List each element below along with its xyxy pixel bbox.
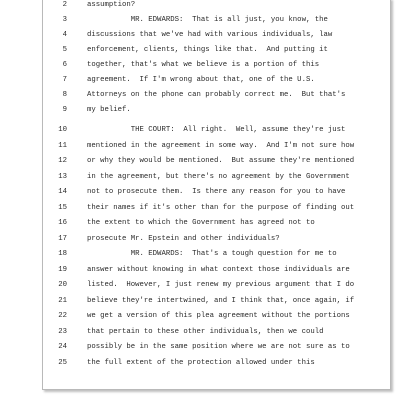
transcript-line (43, 123, 390, 138)
line-number: 5 (62, 46, 67, 54)
line-number: 12 (58, 157, 67, 165)
line-text: agreement. If I'm wrong about that, one of the U.S. (87, 76, 315, 84)
line-text: enforcement, clients, things like that. And putting it (87, 46, 328, 54)
line-number: 18 (58, 250, 67, 258)
line-text: the full extent of the protection allowed under this (87, 359, 315, 367)
line-text: THE COURT: All right. Well, assume they're just (87, 126, 346, 134)
transcript-line (43, 73, 390, 88)
transcript-page (42, 0, 391, 390)
transcript-line (43, 103, 390, 118)
line-text: discussions that we've had with various individuals, law (87, 31, 333, 39)
line-number: 11 (58, 142, 67, 150)
transcript-line (43, 309, 390, 324)
line-number: 24 (58, 343, 67, 351)
transcript-line (43, 170, 390, 185)
line-text: the extent to which the Government has agreed not to (87, 219, 315, 227)
transcript-line (43, 154, 390, 169)
line-number: 15 (58, 204, 67, 212)
line-number: 25 (58, 359, 67, 367)
line-text: mentioned in the agreement in some way. And I'm not sure how (87, 142, 355, 150)
line-number: 23 (58, 328, 67, 336)
transcript-line (43, 88, 390, 103)
transcript-line (43, 278, 390, 293)
line-text: prosecute Mr. Epstein and other individuals? (87, 235, 280, 243)
line-text: my belief. (87, 106, 131, 114)
line-text: assumption? (87, 1, 136, 9)
transcript-line (43, 201, 390, 216)
line-text: together, that's what we believe is a portion of this (87, 61, 320, 69)
line-text: in the agreement, but there's no agreement by the Government (87, 173, 350, 181)
transcript-line (43, 58, 390, 73)
line-text: that pertain to these other individuals, then we could (87, 328, 324, 336)
transcript-line (43, 263, 390, 278)
line-number: 20 (58, 281, 67, 289)
line-number: 9 (62, 106, 67, 114)
transcript-line (43, 185, 390, 200)
line-text: we get a version of this plea agreement without the portions (87, 312, 350, 320)
transcript-line (43, 13, 390, 28)
line-text: their names if it's other than for the purpose of finding out (87, 204, 355, 212)
line-number: 17 (58, 235, 67, 243)
line-number: 13 (58, 173, 67, 181)
line-number: 6 (62, 61, 67, 69)
line-number: 4 (62, 31, 67, 39)
transcript-line (43, 340, 390, 355)
transcript-line (43, 43, 390, 58)
transcript-line (43, 216, 390, 231)
line-number: 10 (58, 126, 67, 134)
line-text: not to prosecute them. Is there any reason for you to have (87, 188, 346, 196)
transcript-line (43, 247, 390, 262)
line-text: believe they're intertwined, and I think that, once again, if (87, 297, 355, 305)
transcript-line (43, 232, 390, 247)
line-text: listed. However, I just renew my previous argument that I do (87, 281, 355, 289)
line-number: 7 (62, 76, 67, 84)
line-text: or why they would be mentioned. But assume they're mentioned (87, 157, 355, 165)
transcript-line (43, 28, 390, 43)
line-number: 21 (58, 297, 67, 305)
line-number: 14 (58, 188, 67, 196)
line-number: 3 (62, 16, 67, 24)
line-number: 22 (58, 312, 67, 320)
line-number: 16 (58, 219, 67, 227)
line-text: possibly be in the same position where we are not sure as to (87, 343, 350, 351)
line-number: 19 (58, 266, 67, 274)
transcript-line (43, 0, 390, 13)
line-text: MR. EDWARDS: That is all just, you know, the (87, 16, 328, 24)
line-number: 2 (62, 1, 67, 9)
transcript-line (43, 356, 390, 371)
transcript-line (43, 325, 390, 340)
line-number: 8 (62, 91, 67, 99)
transcript-line (43, 294, 390, 309)
line-text: answer without knowing in what context those individuals are (87, 266, 350, 274)
line-text: MR. EDWARDS: That's a tough question for me to (87, 250, 337, 258)
line-text: Attorneys on the phone can probably correct me. But that's (87, 91, 346, 99)
transcript-line (43, 139, 390, 154)
